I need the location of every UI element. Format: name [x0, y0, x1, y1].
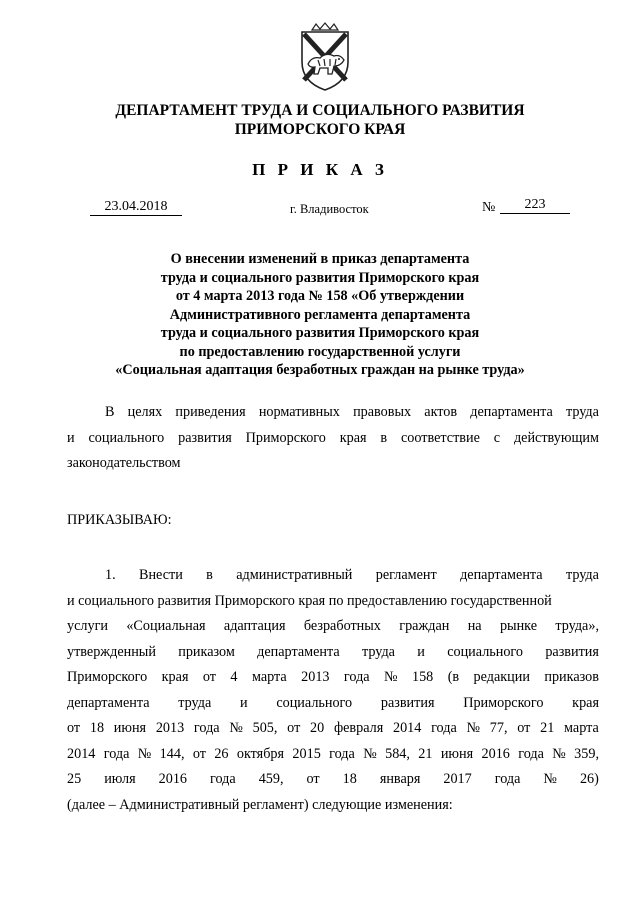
- word: №: [384, 669, 398, 685]
- word: №: [229, 720, 243, 736]
- word: от: [287, 720, 301, 736]
- word: октября: [236, 745, 285, 762]
- word: рынке: [499, 618, 538, 634]
- word: от: [192, 745, 206, 762]
- word: января: [379, 771, 421, 787]
- word: 18: [342, 771, 357, 787]
- word: года: [343, 669, 370, 685]
- word: 584,: [385, 745, 410, 762]
- word: Приморского: [463, 694, 544, 711]
- word: труда»,: [555, 618, 599, 634]
- order-subject: [0, 250, 640, 380]
- word: социального: [447, 643, 523, 660]
- word: 1.: [105, 567, 116, 583]
- word: труда: [178, 694, 212, 711]
- word: Приморского: [245, 429, 326, 446]
- word: 18: [89, 720, 105, 736]
- item-line: [67, 691, 599, 717]
- word: 2014: [392, 720, 422, 736]
- word: от: [202, 669, 216, 685]
- word: и: [240, 694, 248, 711]
- word: адаптация: [223, 618, 286, 634]
- word: утвержденный: [67, 643, 156, 660]
- word: 505,: [252, 720, 278, 736]
- word: 2013: [301, 669, 330, 685]
- word: от: [306, 771, 320, 787]
- word: марта: [251, 669, 287, 685]
- order-city: г. Владивосток: [290, 202, 369, 216]
- word: услуги: [67, 618, 108, 634]
- word: приказом: [178, 643, 235, 660]
- item-line: [67, 716, 599, 742]
- word: 2016: [158, 771, 188, 787]
- word: марта: [564, 720, 599, 736]
- word: труда: [361, 643, 395, 660]
- word: 144,: [159, 745, 185, 762]
- word: социального: [88, 429, 165, 446]
- department-name: [0, 101, 640, 139]
- word: 359,: [574, 745, 599, 762]
- word: года: [518, 745, 544, 762]
- word: года: [103, 745, 130, 762]
- word: департамента: [470, 404, 553, 420]
- word: года: [210, 771, 236, 787]
- word: года: [329, 745, 355, 762]
- word: безработных: [303, 618, 381, 634]
- preamble-line: [67, 426, 599, 452]
- word: приказов: [544, 669, 599, 685]
- word: июня: [113, 720, 147, 736]
- word: №: [466, 720, 481, 736]
- word: соответствие: [401, 429, 480, 446]
- word: и: [67, 429, 75, 446]
- word: февраля: [333, 720, 384, 736]
- word: административный: [236, 567, 353, 583]
- word: года: [431, 720, 457, 736]
- word: департамента: [67, 694, 150, 711]
- word: развития: [380, 694, 435, 711]
- word: нормативных: [258, 404, 340, 420]
- word: 2015: [292, 745, 321, 762]
- word: края: [161, 669, 189, 685]
- order-date: 23.04.2018: [90, 199, 182, 216]
- word: от: [67, 720, 81, 736]
- word: департамента: [460, 567, 543, 583]
- word: 158: [411, 669, 434, 685]
- item-line: [67, 640, 599, 666]
- word: 26: [214, 745, 229, 762]
- word: 21: [540, 720, 555, 736]
- word: №: [543, 771, 557, 787]
- word: №: [137, 745, 152, 762]
- word: и: [417, 643, 425, 660]
- item-1-paragraph: [67, 563, 599, 818]
- subject-line: труда и социального развития Приморского края: [160, 269, 480, 286]
- primorsky-krai-coat-of-arms-icon: [294, 22, 356, 92]
- word: №: [552, 745, 566, 762]
- word: Приморского: [67, 669, 148, 685]
- word: в: [206, 567, 213, 583]
- word: 26): [579, 771, 599, 787]
- word: граждан: [399, 618, 450, 634]
- word: (в: [447, 669, 460, 685]
- subject-line: труда и социального развития Приморского края: [160, 325, 480, 341]
- item-line: и социального развития Приморского края по предоставлению государственной: [67, 592, 552, 609]
- word: 4: [230, 669, 238, 685]
- order-directive: ПРИКАЗЫВАЮ:: [67, 512, 172, 528]
- word: правовых: [353, 404, 412, 420]
- word: июня: [440, 745, 474, 762]
- word: 20: [310, 720, 325, 736]
- word: труда: [565, 567, 599, 583]
- item-line: [67, 742, 599, 768]
- preamble-line: [67, 400, 599, 426]
- word: развития: [545, 643, 599, 660]
- word: редакции: [473, 669, 530, 685]
- subject-line: Административного регламента департамента: [169, 306, 471, 323]
- word: края: [339, 429, 367, 446]
- preamble-paragraph: [67, 400, 599, 477]
- word: целях: [127, 404, 163, 420]
- word: года: [494, 771, 521, 787]
- word: «Социальная: [126, 618, 206, 634]
- word: действующим: [513, 429, 599, 446]
- word: на: [467, 618, 482, 634]
- word: в: [380, 429, 388, 446]
- item-line: [67, 665, 599, 691]
- word: 2013: [155, 720, 185, 736]
- item-line: [67, 614, 599, 640]
- word: 21: [418, 745, 433, 762]
- word: развития: [178, 429, 232, 446]
- word: актов: [424, 404, 458, 420]
- word: департамента: [257, 643, 340, 660]
- number-sign: №: [482, 200, 496, 215]
- word: края: [572, 694, 599, 711]
- word: 2014: [67, 745, 96, 762]
- word: труда: [565, 404, 599, 420]
- word: В: [105, 404, 115, 420]
- department-name-line1: ДЕПАРТАМЕНТ ТРУДА И СОЦИАЛЬНОГО РАЗВИТИЯ: [115, 102, 525, 119]
- subject-line: «Социальная адаптация безработных граждан на рынке труда»: [115, 362, 525, 378]
- word: 77,: [489, 720, 508, 736]
- order-number: 223: [500, 197, 570, 214]
- word: 2017: [443, 771, 472, 787]
- item-line: [67, 767, 599, 793]
- word: 25: [67, 771, 82, 787]
- word: года: [193, 720, 220, 736]
- subject-line: О внесении изменений в приказ департамента: [170, 251, 470, 267]
- item-line: (далее – Административный регламент) следующие изменения:: [67, 796, 453, 813]
- word: приведения: [175, 404, 246, 420]
- word: июля: [104, 771, 136, 787]
- subject-line: по предоставлению государственной услуги: [179, 343, 461, 360]
- word: 2016: [481, 745, 510, 762]
- document-type: П Р И К А З: [252, 160, 388, 179]
- preamble-line: законодательством: [67, 455, 181, 471]
- word: социального: [276, 694, 353, 711]
- word: 459,: [258, 771, 284, 787]
- word: Внести: [139, 567, 183, 583]
- word: с: [493, 429, 501, 446]
- word: регламент: [375, 567, 437, 583]
- department-name-line2: ПРИМОРСКОГО КРАЯ: [234, 121, 406, 138]
- word: №: [363, 745, 377, 762]
- item-line: [67, 563, 599, 589]
- word: от: [517, 720, 531, 736]
- subject-line: от 4 марта 2013 года № 158 «Об утверждении: [175, 288, 465, 304]
